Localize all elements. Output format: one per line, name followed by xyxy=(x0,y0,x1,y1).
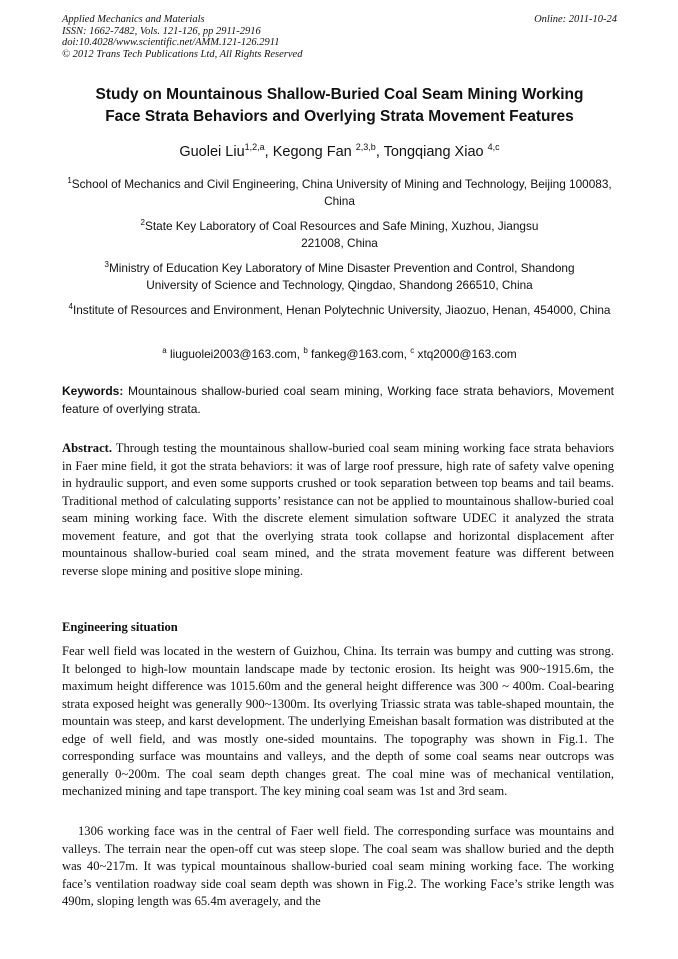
abstract-label: Abstract. xyxy=(62,441,113,455)
keywords-label: Keywords: xyxy=(62,384,124,398)
keywords-text: Mountainous shallow-buried coal seam mining, Working face strata behaviors, Movement feature of overlying strata. xyxy=(62,384,614,416)
abstract xyxy=(62,440,614,580)
affiliation-text: Institute of Resources and Environment, Henan Polytechnic University, Jiaozuo, Henan, 454000, China xyxy=(72,303,611,317)
affiliation-4 xyxy=(62,302,617,319)
affiliation-sup: 1 xyxy=(67,176,72,185)
email-b[interactable]: fankeg@163.com xyxy=(311,347,404,361)
paper-title xyxy=(62,84,617,128)
email-c[interactable]: xtq2000@163.com xyxy=(417,347,517,361)
author-list: Guolei Liu$^{1,2,a}$, Kegong Fan $^{2,3,b}$, Tongqiang Xiao $^{4,c}$ xyxy=(179,142,500,160)
email-sup: a xyxy=(162,346,167,355)
affiliation-sup: 2 xyxy=(140,218,145,227)
affiliation-1 xyxy=(62,176,617,210)
affiliation-text: State Key Laboratory of Coal Resources and Safe Mining, Xuzhou, Jiangsu 221008, China xyxy=(144,219,539,250)
journal-name: Applied Mechanics and Materials xyxy=(62,14,205,25)
section-heading: Engineering situation xyxy=(62,620,178,634)
copyright-line: © 2012 Trans Tech Publications Ltd, All Rights Reserved xyxy=(62,48,303,60)
online-date: Online: 2011-10-24 xyxy=(534,14,617,25)
affiliation-3 xyxy=(62,260,617,294)
issn-line: ISSN: 1662-7482, Vols. 121-126, pp 2911-2916 xyxy=(62,25,261,37)
affiliation-text: Ministry of Education Key Laboratory of Mine Disaster Prevention and Control, Shandong University of Science and Technology, Qingdao, Shandong 266510, China xyxy=(108,261,575,292)
body-paragraph-1: Fear well field was located in the western of Guizhou, China. Its terrain was bumpy and cutting was strong. It belonged to high-low mountain landscape made by tectonic erosion. Its height was 900~1915.6m, the maximum height difference was 1015.60m and the general height difference was 300 ~ 400m. Coal-bearing strata exposed height was generally 900~1300m. Its overlying Triassic strata was table-shaped mountain, the mountain was steep, and karst development. The underlying Emeishan basalt formation was distributed at the edge of well field, and was mostly one-sided mountains. The topography was shown in Fig.1. The corresponding surface was mountains and valleys, and the depth of some coal seams near outcrops was generally 0~200m. The coal seam depth changes great. The coal mine was of mechanical ventilation, mechanized mining and tape transport. The key mining coal seam was 1st and 3rd seam. xyxy=(62,644,614,798)
doi-line: doi:10.4028/www.scientific.net/AMM.121-126.2911 xyxy=(62,37,280,49)
journal-header xyxy=(62,14,617,60)
email-a[interactable]: liuguolei2003@163.com xyxy=(169,347,297,361)
keywords xyxy=(62,383,614,418)
abstract-text: Through testing the mountainous shallow-buried coal seam mining working face strata behaviors in Faer mine field, it got the strata behaviors: it was of large roof pressure, high rate of safety valve opening in hydraulic support, and even some supports crushed or took separation between top beams and tail beams. Traditional method of calculating supports’ resistance can not be applied to mountainous shallow-buried coal seam mining working face. With the discrete element simulation software UDEC it analyzed the strata movement feature, and got that the overlying strata took collapse and horizontal displacement after mountainous shallow-buried coal seam mined, and the strata movement feature was different between reverse slope mining and positive slope mining. xyxy=(62,441,615,578)
email-sup: c xyxy=(410,346,415,355)
email-sup: b xyxy=(303,346,308,355)
author-sup: 2,3,b xyxy=(355,142,376,152)
title-line-2: Face Strata Behaviors and Overlying Strata Movement Features xyxy=(105,108,574,125)
body-paragraph-2: 1306 working face was in the central of Faer well field. The corresponding surface was mountains and valleys. The terrain near the open-off cut was steep slope. The coal seam was shallow buried and the depth was 40~217m. It was typical mountainous shallow-buried coal seam mining working face. The working face’s ventilation roadway side coal seam depth was shown in Fig.2. The working Face’s strike length was 490m, sloping length was 65.4m averagely, and the xyxy=(62,824,614,908)
author-name: Tongqiang Xiao xyxy=(383,144,484,160)
email-line: $^a$ liuguolei2003@163.com, $^b$ fankeg@163.com, $^c$ xtq2000@163.com xyxy=(162,346,517,361)
affiliation-sup: 4 xyxy=(68,302,73,311)
affiliation-sup: 3 xyxy=(104,260,109,269)
author-sup: 1,2,a xyxy=(244,142,265,152)
author-name: Kegong Fan xyxy=(272,144,352,160)
affiliation-2 xyxy=(62,218,617,252)
author-sup: 4,c xyxy=(487,142,500,152)
title-line-1: Study on Mountainous Shallow-Buried Coal Seam Mining Working xyxy=(95,86,584,103)
author-name: Guolei Liu xyxy=(179,144,245,160)
affiliation-text: School of Mechanics and Civil Engineering, China University of Mining and Technology, Beijing 100083, China xyxy=(71,177,612,208)
